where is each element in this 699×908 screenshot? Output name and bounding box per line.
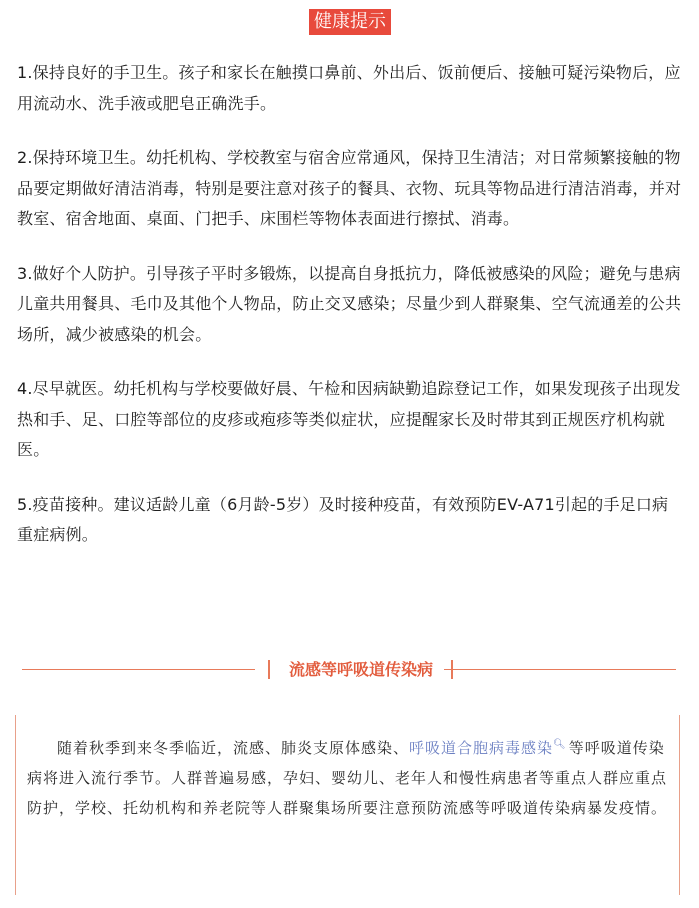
rsv-link[interactable]: 呼吸道合胞病毒感染 bbox=[409, 739, 554, 757]
flu-info-box bbox=[15, 715, 680, 895]
tip-personal-protection: 3.做好个人防护。引导孩子平时多锻炼，以提高自身抵抗力，降低被感染的风险；避免与患病儿童共用餐具、毛巾及其他个人物品，防止交叉感染；尽量少到人群聚集、空气流通差的公共场所，减少被感染的机会。 bbox=[17, 263, 682, 344]
section-title-health-tips: 健康提示 bbox=[309, 9, 391, 35]
tip-hand-hygiene: 1.保持良好的手卫生。孩子和家长在触摸口鼻前、外出后、饭前便后、接触可疑污染物后，应用流动水、洗手液或肥皂正确洗手。 bbox=[17, 63, 681, 113]
health-tips-list bbox=[17, 58, 683, 575]
divider-right bbox=[444, 669, 676, 670]
flu-paragraph bbox=[27, 730, 669, 823]
flu-paragraph-end: 等呼吸道传染病将进入流行季节。人群普遍易感，孕妇、婴幼儿、老年人和慢性病患者等重点人群应重点防护，学校、托幼机构和养老院等人群聚集场所要注意预防流感等呼吸道传染病暴发疫情。 bbox=[27, 739, 668, 817]
tip-environment-hygiene: 2.保持环境卫生。幼托机构、学校教室与宿舍应常通风，保持卫生清洁；对日常频繁接触的物品要定期做好清洁消毒，特别是要注意对孩子的餐具、衣物、玩具等物品进行清洁消毒，并对教室、宿舍地面、桌面、门把手、床围栏等物体表面进行擦拭、消毒。 bbox=[17, 148, 682, 228]
section-header-flu bbox=[22, 652, 676, 688]
divider-left bbox=[22, 669, 255, 670]
divider-tick-left bbox=[268, 660, 270, 679]
tip-vaccination: 5.疫苗接种。建议适龄儿童（6月龄-5岁）及时接种疫苗，有效预防EV-A71引起的手足口病重症病例。 bbox=[17, 494, 669, 544]
section-title-flu: 流感等呼吸道传染病 bbox=[288, 660, 433, 679]
search-icon[interactable]: 🔍︎ bbox=[553, 739, 567, 750]
tip-early-treatment: 4.尽早就医。幼托机构与学校要做好晨、午检和因病缺勤追踪登记工作，如果发现孩子出现发热和手、足、口腔等部位的皮疹或疱疹等类似症状，应提醒家长及时带其到正规医疗机构就医。 bbox=[17, 379, 681, 459]
flu-paragraph-start: 随着秋季到来冬季临近，流感、肺炎支原体感染、 bbox=[57, 739, 410, 757]
